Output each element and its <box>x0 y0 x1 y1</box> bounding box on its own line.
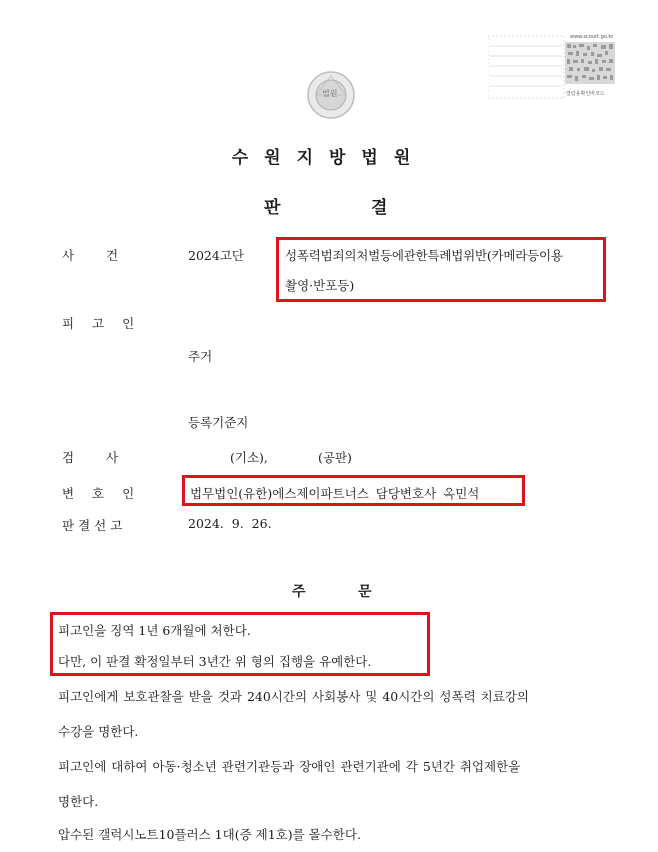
residence-label: 주거 <box>188 349 213 364</box>
verdict-date-label: 판결선고 <box>62 518 127 533</box>
order-line-6: 명한다. <box>58 794 99 809</box>
qr-code-icon <box>565 42 615 84</box>
document-title-char-2: 결 <box>371 198 388 218</box>
seal-text: 법원 <box>322 89 338 98</box>
prosecution-role: (기소), <box>230 450 268 465</box>
registration-label: 등록기준지 <box>188 415 249 430</box>
case-label: 사 건 <box>62 248 120 263</box>
counsel-value: 법무법인(유한)에스제이파트너스 담당변호사 옥민석 <box>190 486 480 501</box>
trial-role: (공판) <box>318 450 352 465</box>
order-line-3: 피고인에게 보호관찰을 받을 것과 240시간의 사회봉사 및 40시간의 성폭력 치료강의 <box>58 689 529 704</box>
order-line-2: 다만, 이 판결 확정일부터 3년간 위 형의 집행을 유예한다. <box>58 654 372 669</box>
order-title-char-1: 주 <box>292 584 306 600</box>
order-line-5: 피고인에 대하여 아동·청소년 관련기관등과 장애인 관련기관에 각 5년간 취업제한을 <box>58 759 521 774</box>
qr-caption: 열람용확인바코드 <box>566 91 605 97</box>
court-name: 수원지방법원 <box>231 148 427 168</box>
defendant-label: 피 고 인 <box>62 316 136 331</box>
case-name-line-1: 성폭력범죄의처벌등에관한특례법위반(카메라등이용 <box>285 248 563 263</box>
case-number: 2024고단 <box>188 248 244 263</box>
qr-url: www.scourt.go.kr <box>570 34 614 40</box>
court-seal-emblem <box>306 70 356 120</box>
verdict-date: 2024. 9. 26. <box>188 516 272 531</box>
order-title-char-2: 문 <box>358 584 372 600</box>
order-line-4: 수강을 명한다. <box>58 724 139 739</box>
order-title <box>292 581 372 601</box>
order-line-7: 압수된 갤럭시노트10플러스 1대(증 제1호)를 몰수한다. <box>58 827 361 842</box>
case-name-line-2: 촬영·반포등) <box>285 278 355 293</box>
prosecutor-label: 검 사 <box>62 450 120 465</box>
document-title <box>264 193 388 218</box>
order-line-1: 피고인을 징역 1년 6개월에 처한다. <box>58 623 251 638</box>
document-title-char-1: 판 <box>264 198 281 218</box>
counsel-label: 변 호 인 <box>62 486 136 501</box>
